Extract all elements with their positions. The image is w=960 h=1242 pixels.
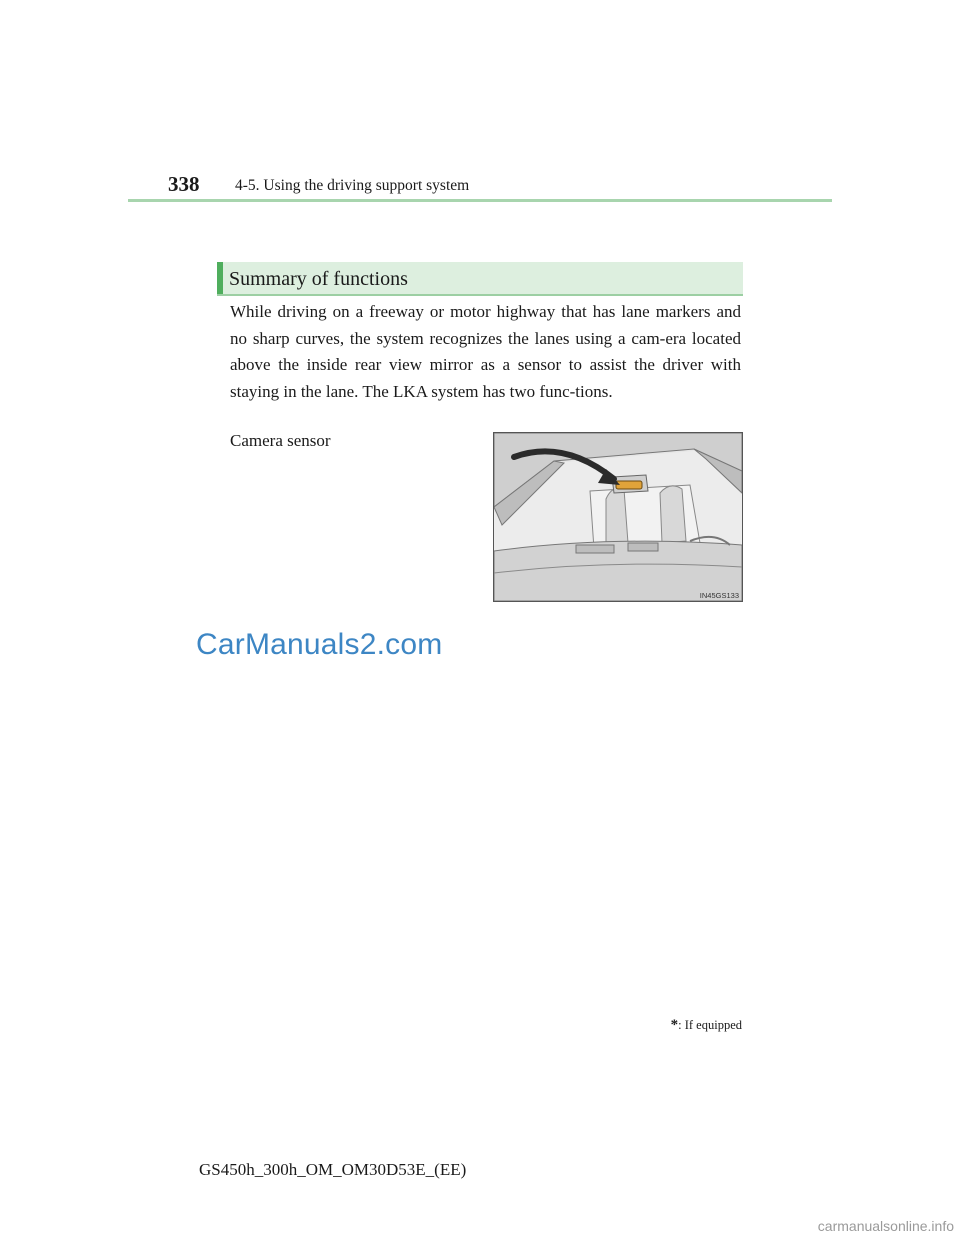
section-heading: Summary of functions: [229, 268, 408, 290]
section-heading-box: [217, 262, 743, 296]
corner-watermark: carmanualsonline.info: [817, 1218, 954, 1234]
car-interior-drawing: [494, 433, 742, 601]
figure-caption: Camera sensor: [230, 431, 331, 450]
footnote: [600, 1016, 742, 1034]
footnote-marker: *: [670, 1017, 679, 1033]
body-paragraph: While driving on a freeway or motor highway that has lane markers and no sharp curves, the system recognizes the lanes using a cam-era located above the inside rear view mirror as a sensor to assist the driver with staying in the lane. The LKA system has two func-tions.: [230, 302, 741, 401]
camera-sensor-illustration: [493, 432, 743, 602]
carmanuals-watermark: CarManuals2.com: [196, 628, 443, 661]
figure-code: IN45GS133: [699, 591, 739, 600]
document-id: GS450h_300h_OM_OM30D53E_(EE): [199, 1160, 467, 1179]
header-rule: [128, 199, 832, 202]
footnote-text: : If equipped: [678, 1018, 742, 1032]
page-number: 338: [168, 172, 200, 196]
heading-accent-bar: [217, 262, 223, 294]
section-title: 4-5. Using the driving support system: [235, 177, 470, 194]
